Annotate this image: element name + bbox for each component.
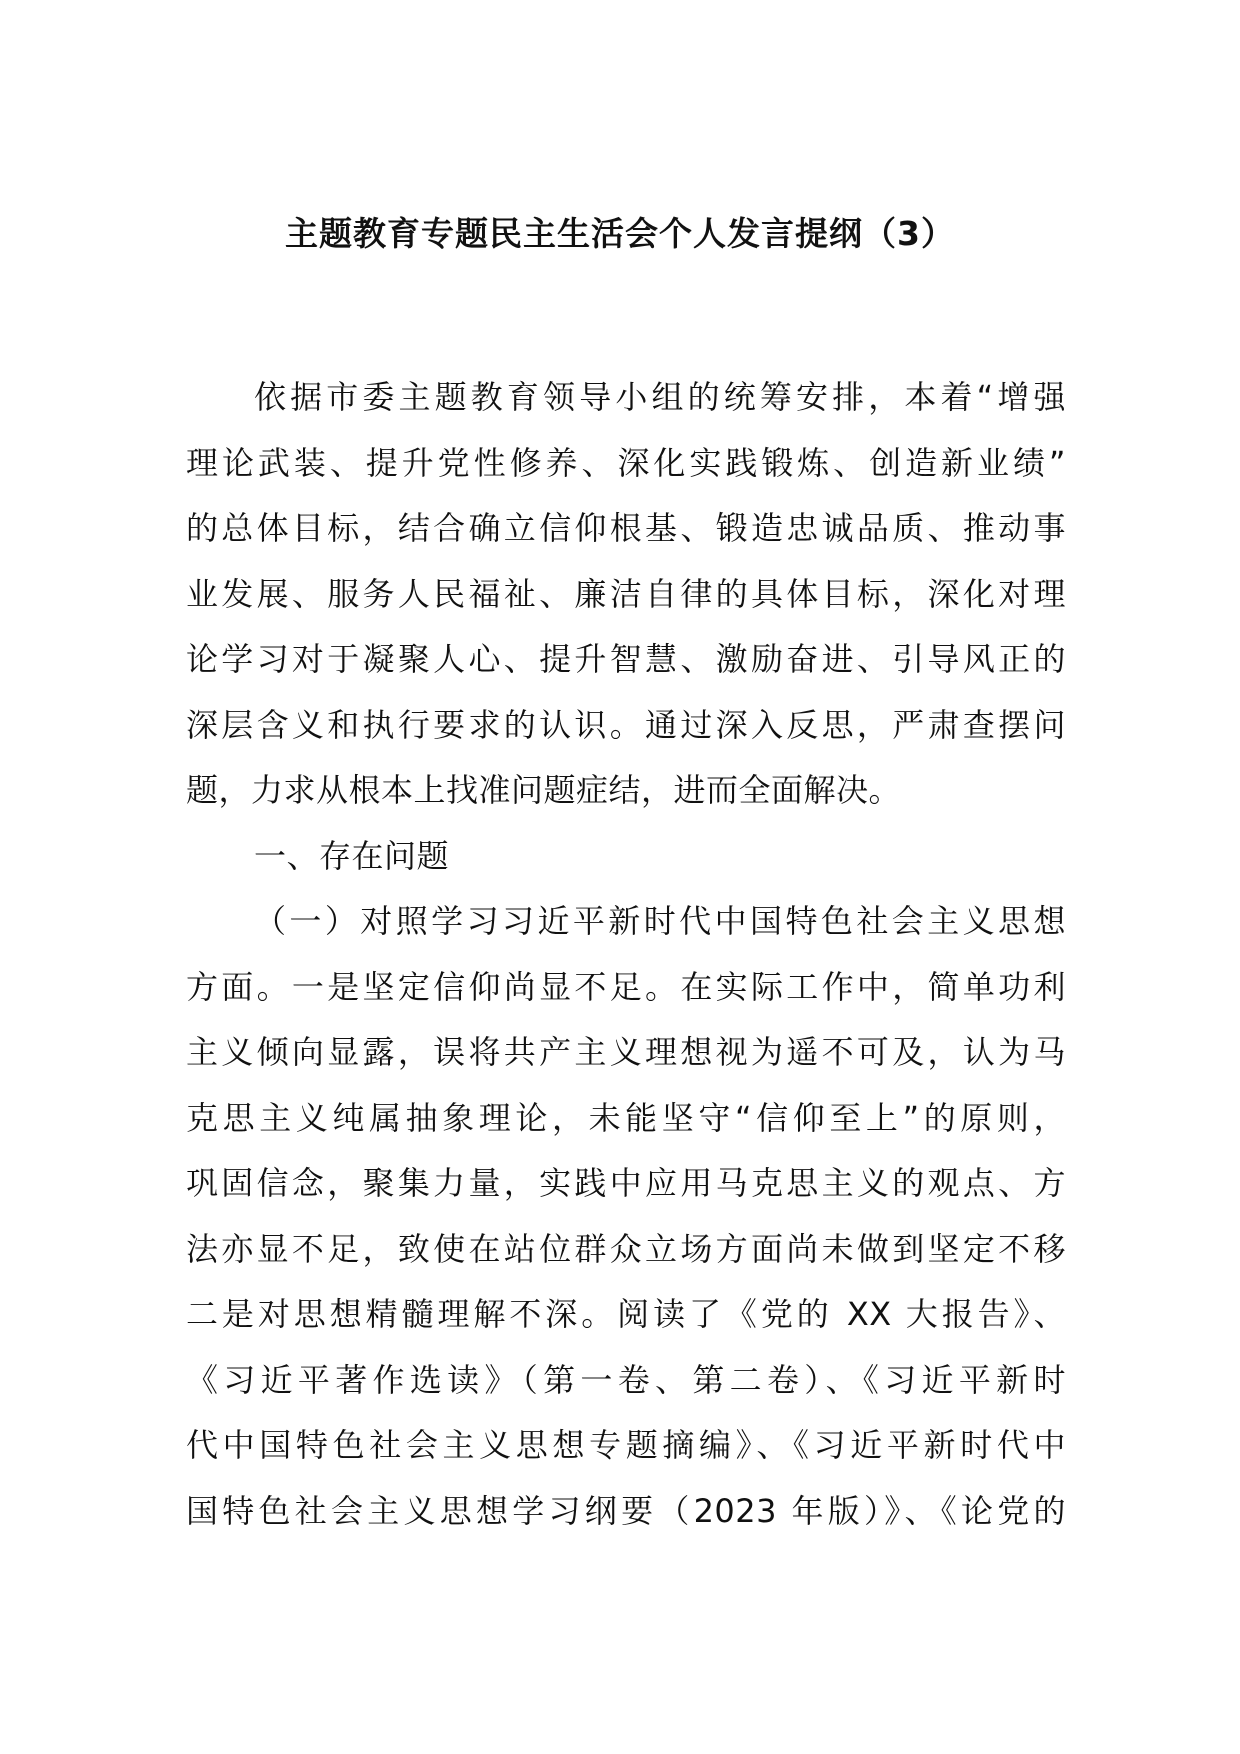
text-line: 的总体目标，结合确立信仰根基、锻造忠诚品质、推动事 [186, 509, 1066, 547]
text-line: 《习近平著作选读》（第一卷、第二卷）、《习近平新时 [186, 1360, 1066, 1399]
text-line: （一）对照学习习近平新时代中国特色社会主义思想 [254, 902, 1066, 940]
text-line: 克思主义纯属抽象理论，未能坚守“信仰至上”的原则， [186, 1098, 1066, 1137]
text-line: 二是对思想精髓理解不深。阅读了《党的 XX 大报告》、 [186, 1295, 1066, 1333]
text-line: 深层含义和执行要求的认识。通过深入反思，严肃查摆问 [186, 705, 1066, 744]
text-line: 主义倾向显露，误将共产主义理想视为遥不可及，认为马 [186, 1033, 1066, 1071]
text-line: 理论武装、提升党性修养、深化实践锻炼、创造新业绩” [186, 443, 1066, 482]
text-line: 巩固信念，聚集力量，实践中应用马克思主义的观点、方 [186, 1164, 1066, 1202]
text-line: 方面。一是坚定信仰尚显不足。在实际工作中，简单功利 [186, 967, 1066, 1006]
text-line: 法亦显不足，致使在站位群众立场方面尚未做到坚定不移 [186, 1229, 1066, 1268]
text-line: 国特色社会主义思想学习纲要（2023 年版）》、《论党的 [186, 1491, 1066, 1530]
text-line: 业发展、服务人民福祉、廉洁自律的具体目标，深化对理 [186, 574, 1066, 613]
text-line: 一、存在问题 [254, 836, 450, 875]
text-line: 代中国特色社会主义思想专题摘编》、《习近平新时代中 [186, 1426, 1066, 1464]
text-line: 论学习对于凝聚人心、提升智慧、激励奋进、引导风正的 [186, 640, 1066, 678]
document-body [186, 365, 1066, 1544]
document-title: 主题教育专题民主生活会个人发言提纲（3） [285, 214, 955, 253]
text-line: 题，力求从根本上找准问题症结，进而全面解决。 [186, 771, 902, 809]
text-line: 依据市委主题教育领导小组的统筹安排，本着“增强 [254, 378, 1066, 416]
